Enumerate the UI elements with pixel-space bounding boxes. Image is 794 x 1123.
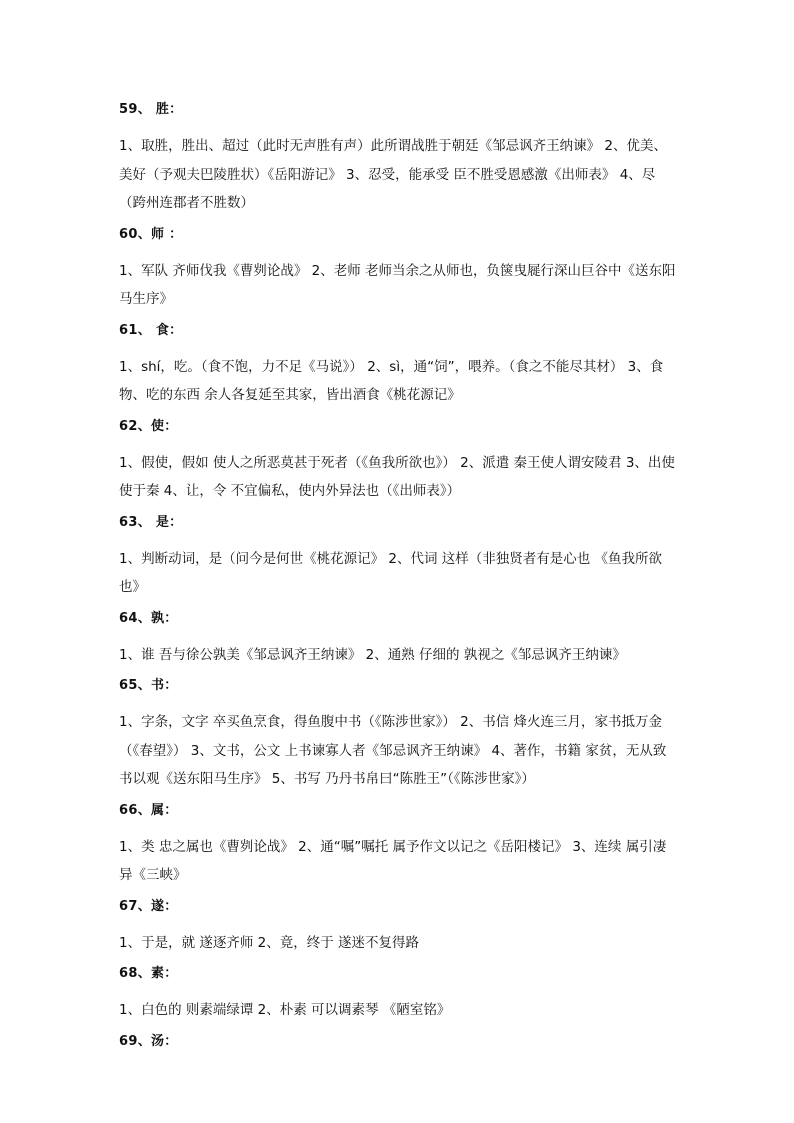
entry-body-67: 1、于是，就 遂逐齐师 2、竟，终于 遂迷不复得路 (119, 934, 420, 951)
entry-heading-69: 69、汤： (119, 1033, 178, 1049)
entry-body-62: 1、假使，假如 使人之所恶莫甚于死者（《鱼我所欲也》） 2、派遣 秦王使人谓安陵君 3、出使 使于秦 4、让，令 不宜偏私，使内外异法也（《出师表》） (119, 454, 675, 499)
entry-body-61: 1、shí，吃。（食不饱，力不足《马说》） 2、sì，通“饲”，喂养。（食之不能尽其材） 3、食物、吃的东西 余人各复延至其家，皆出酒食《桃花源记》 (119, 358, 664, 403)
entry-heading-60: 60、师 ： (119, 226, 183, 242)
entry-body-64: 1、谁 吾与徐公孰美《邹忌讽齐王纳谏》 2、通熟 仔细的 孰视之《邹忌讽齐王纳谏》 (119, 646, 626, 663)
entry-heading-66: 66、属： (119, 802, 178, 818)
entry-heading-68: 68、素： (119, 966, 178, 981)
entry-heading-62: 62、使： (119, 418, 178, 434)
entry-heading-61: 61、 食： (119, 322, 183, 338)
entry-body-65: 1、字条，文字 卒买鱼烹食，得鱼腹中书（《陈涉世家》） 2、书信 烽火连三月，家书抵万金（《春望》） 3、文书，公文 上书谏寡人者《邹忌讽齐王纳谏》 4、著作，书籍 家贫，无从致书以观《送东阳马生序》 5、书写 乃丹书帛曰“陈胜王”（《陈涉世家》） (119, 714, 667, 787)
entry-body-60: 1、军队 齐师伐我《曹刿论战》 2、老师 老师当余之从师也，负箧曳屣行深山巨谷中《送东阳马生序》 (119, 262, 676, 307)
entry-body-68: 1、白色的 则素端绿谭 2、朴素 可以调素琴 《陋室铭》 (119, 1002, 451, 1018)
entry-heading-59: 59、 胜： (119, 102, 183, 117)
entry-heading-67: 67、遂： (119, 898, 178, 914)
entry-body-63: 1、判断动词，是（问今是何世《桃花源记》 2、代词 这样（非独贤者有是心也 《鱼我所欲也》 (119, 550, 663, 595)
document-content (119, 101, 679, 1064)
entry-body-66: 1、类 忠之属也《曹刿论战》 2、通“嘱”嘱托 属予作文以记之《岳阳楼记》 3、连续 属引凄异《三峡》 (119, 838, 667, 883)
entry-heading-65: 65、书： (119, 678, 178, 693)
entry-heading-64: 64、孰： (119, 610, 178, 626)
entry-heading-63: 63、 是： (119, 514, 183, 530)
entry-body-59: 1、取胜，胜出、超过（此时无声胜有声）此所谓战胜于朝廷《邹忌讽齐王纳谏》 2、优美、美好（予观夫巴陵胜状）《岳阳游记》 3、忍受，能承受 臣不胜受恩感激《出师表》 4、尽（跨州连郡者不胜数） (119, 138, 667, 211)
